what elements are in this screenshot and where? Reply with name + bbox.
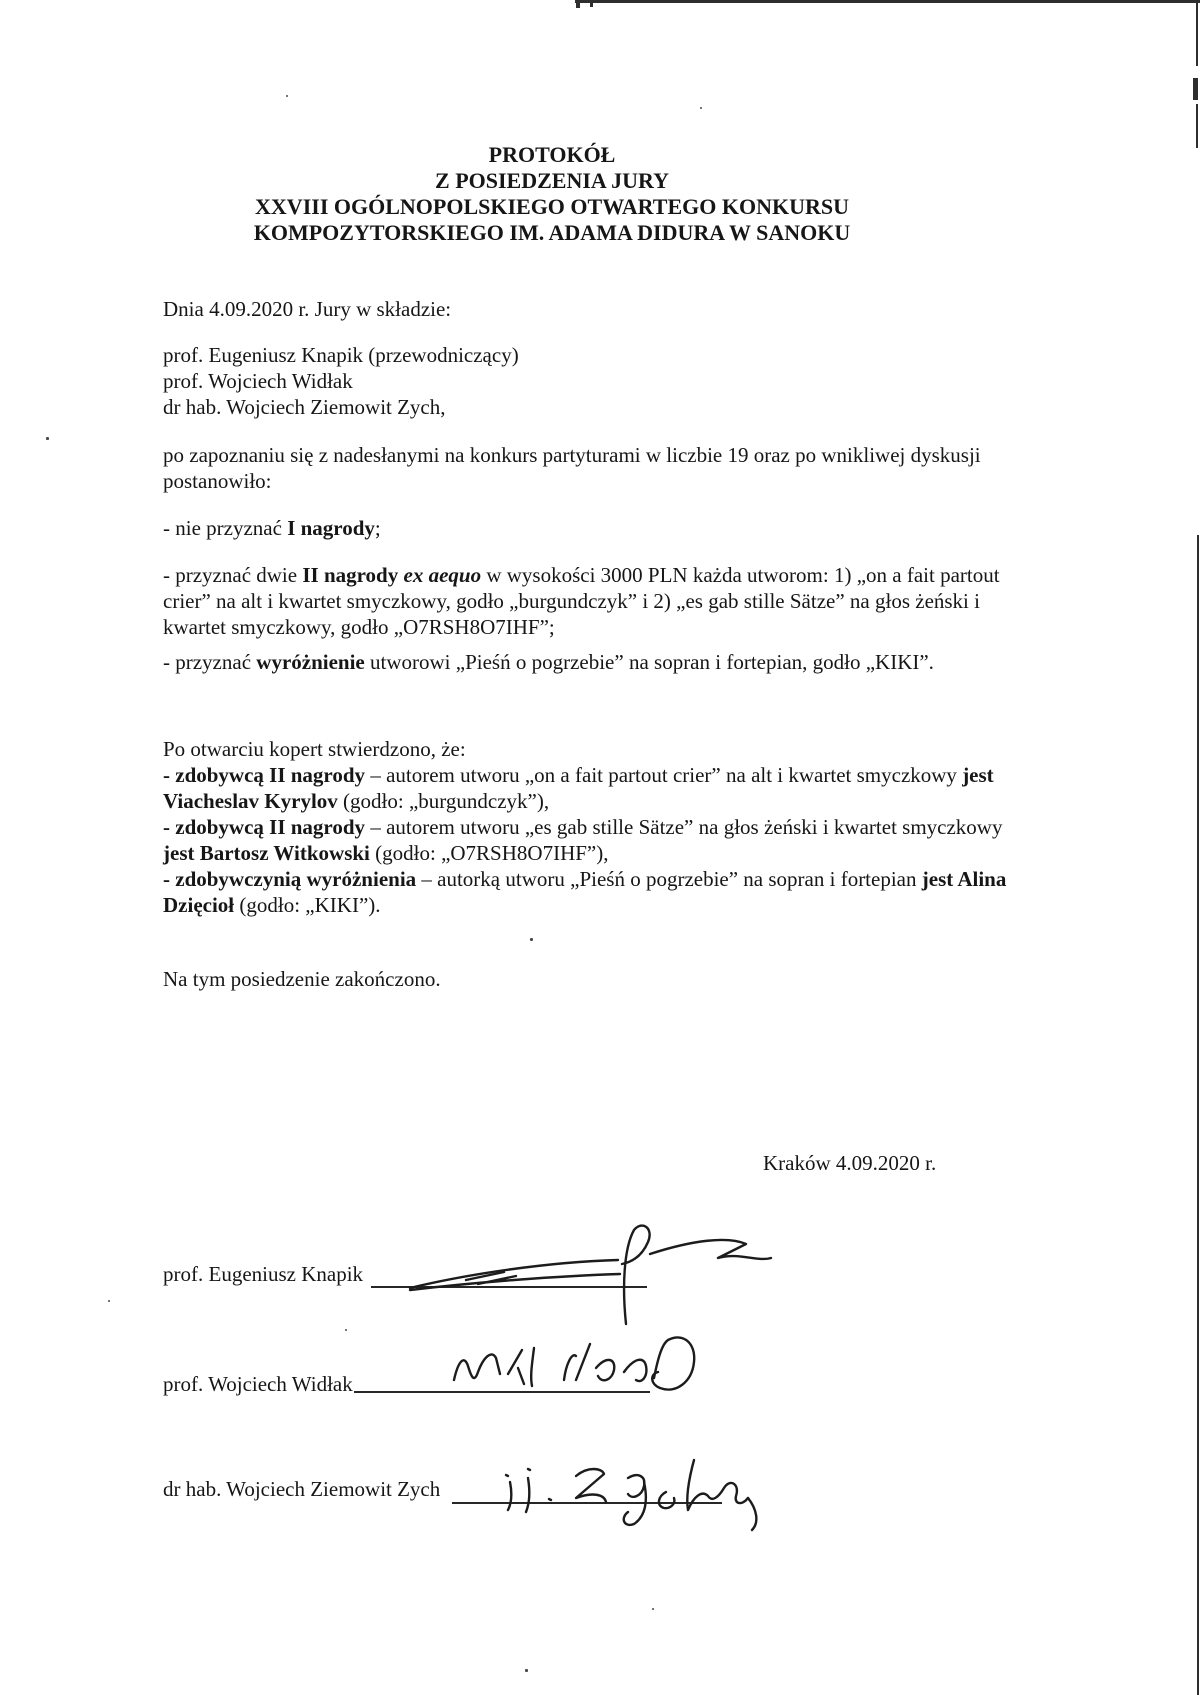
scan-speck <box>108 1300 110 1302</box>
scan-artifact-right-edge <box>1193 78 1198 100</box>
title-line-protokol: PROTOKÓŁ <box>488 142 616 167</box>
decision-no-first-prize <box>163 515 1039 541</box>
decision-honorable-mention <box>163 649 1039 675</box>
scan-speck <box>530 938 533 941</box>
jury-member: prof. Eugeniusz Knapik (przewodniczący) <box>163 343 519 367</box>
decision-text: - przyznać <box>163 650 257 674</box>
scan-artifact-tick <box>590 2 593 7</box>
reveal-winner <box>163 814 1039 866</box>
signature-scribble-knapik <box>408 1222 773 1332</box>
decision-text-bold: wyróżnienie <box>256 650 365 674</box>
decision-text: ; <box>374 516 381 540</box>
scan-speck <box>46 437 49 440</box>
winner-text-bold: - zdobywcą II nagrody <box>163 763 366 787</box>
winner-text: (godło: „KIKI”). <box>234 893 381 917</box>
scan-artifact-top-edge <box>575 0 1200 3</box>
scan-speck <box>652 1608 654 1610</box>
winner-name-bold: jest Viacheslav Kyrylov <box>163 763 994 813</box>
scan-speck <box>525 1669 528 1672</box>
winner-name-bold: jest Bartosz Witkowski <box>163 841 370 865</box>
winner-text: (godło: „burgundczyk”), <box>337 789 550 813</box>
date-line: Dnia 4.09.2020 r. Jury w składzie: <box>163 297 452 321</box>
decision-second-prize <box>163 562 1039 640</box>
title-line-kompozytorski: KOMPOZYTORSKIEGO IM. ADAMA DIDURA W SANOKU <box>253 220 851 245</box>
winner-text: – autorką utworu „Pieśń o pogrzebie” na sopran i fortepian <box>416 867 922 891</box>
document-title <box>163 142 941 246</box>
decision-text-bold: II nagrody <box>302 563 404 587</box>
reveal-winner <box>163 866 1039 918</box>
closing-line: Na tym posiedzenie zakończono. <box>163 967 441 991</box>
reveal-intro: Po otwarciu kopert stwierdzono, że: <box>163 737 466 761</box>
signatory-name: dr hab. Wojciech Ziemowit Zych <box>163 1477 441 1501</box>
jury-member: prof. Wojciech Widłak <box>163 369 353 393</box>
signatory-name: prof. Eugeniusz Knapik <box>163 1262 364 1286</box>
place-date: Kraków 4.09.2020 r. <box>763 1151 937 1175</box>
decision-text-bold: I nagrody <box>287 516 375 540</box>
signatory-name: prof. Wojciech Widłak <box>163 1372 353 1396</box>
signature-scribble-zych <box>498 1448 798 1538</box>
winner-text-bold: - zdobywczynią wyróżnienia <box>163 867 417 891</box>
jury-member: dr hab. Wojciech Ziemowit Zych, <box>163 395 446 419</box>
reveal-section <box>163 736 1039 918</box>
scan-speck <box>345 1329 347 1331</box>
scan-artifact-right-edge <box>1196 104 1198 148</box>
winner-text-bold: - zdobywcą II nagrody <box>163 815 366 839</box>
scan-speck <box>286 95 288 97</box>
winner-text: – autorem utworu „es gab stille Sätze” na głos żeński i kwartet smyczkowy <box>365 815 1003 839</box>
signature-scribble-widlak <box>448 1328 703 1408</box>
winner-name-bold: jest Alina Dzięcioł <box>163 867 1007 917</box>
jury-list <box>163 342 1039 420</box>
decision-text: - przyznać dwie <box>163 563 303 587</box>
title-line-posiedzenie: Z POSIEDZENIA JURY <box>435 168 669 193</box>
winner-text: – autorem utworu „on a fait partout crier” na alt i kwartet smyczkowy <box>365 763 963 787</box>
scan-artifact-right-edge <box>1196 0 1198 66</box>
decision-text: w wysokości 3000 PLN każda utworom: 1) „on a fait partout crier” na alt i kwartet smyczkowy, godło „burgundczyk” i 2) „es gab stille Sätze” na głos żeński i kwartet smyczkowy, godło „O7RSH8O7IHF”; <box>163 563 1000 639</box>
decision-text: utworowi „Pieśń o pogrzebie” na sopran i fortepian, godło „KIKI”. <box>364 650 934 674</box>
decision-text: - nie przyznać <box>163 516 288 540</box>
scan-speck <box>700 107 702 109</box>
winner-text: (godło: „O7RSH8O7IHF”), <box>369 841 609 865</box>
scan-artifact-right-edge <box>1197 535 1199 1695</box>
scan-artifact-tick <box>576 2 580 8</box>
intro-paragraph: po zapoznaniu się z nadesłanymi na konkurs partyturami w liczbie 19 oraz po wnikliwej dyskusji postanowiło: <box>163 443 981 493</box>
decision-text-bold-italic: ex aequo <box>403 563 482 587</box>
reveal-winner <box>163 762 1039 814</box>
title-line-konkurs: XXVIII OGÓLNOPOLSKIEGO OTWARTEGO KONKURSU <box>255 194 849 219</box>
